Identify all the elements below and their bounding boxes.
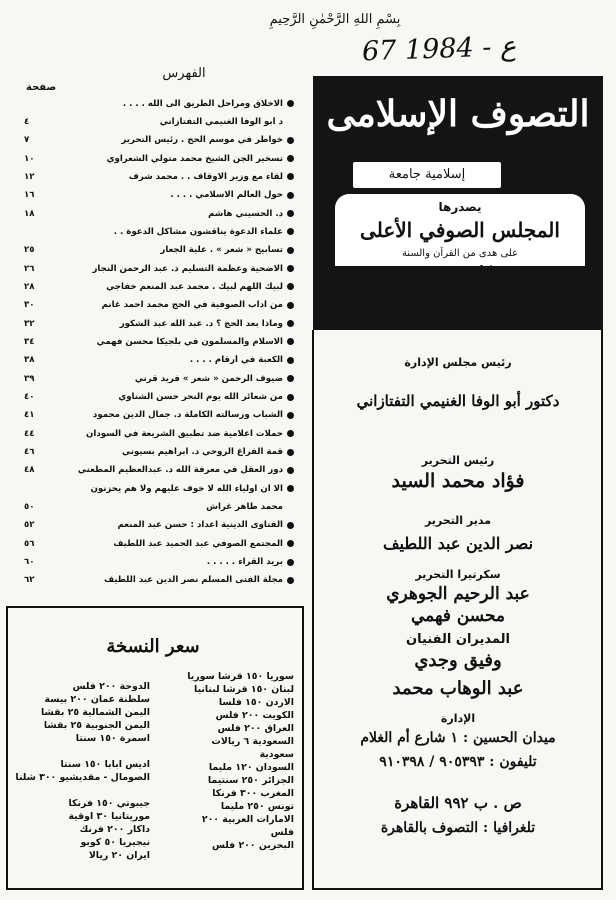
toc-entry-page: ٦٠ xyxy=(24,557,35,568)
price-box xyxy=(6,606,304,890)
toc-entry-page: ٥٠ xyxy=(24,502,35,513)
bullet-icon xyxy=(287,540,294,547)
toc-entry xyxy=(24,133,294,148)
art-director-2-name: عبد الوهاب محمد xyxy=(392,678,524,699)
toc-entry xyxy=(24,261,294,276)
bullet-icon xyxy=(287,430,294,437)
bullet-icon xyxy=(287,155,294,162)
editor-in-chief-name: فؤاد محمد السيد xyxy=(391,470,525,492)
staff-credits xyxy=(316,352,600,722)
toc-entry xyxy=(24,206,294,221)
toc-entry xyxy=(24,536,294,551)
toc-entry-page: ١٠ xyxy=(24,153,35,164)
toc-entry-page: ٣٨ xyxy=(24,355,35,366)
price-entry: تونس ٢٥٠ مليما xyxy=(220,801,294,812)
toc-entry xyxy=(24,573,294,588)
toc-entry-page: ٣٩ xyxy=(24,373,35,384)
toc-entry-title: لبيك اللهم لبيك . محمد عبد المنعم خفاجي xyxy=(106,281,283,292)
toc-entry-title: ضيوف الرحمن « شعر » فريد قرني xyxy=(134,373,283,384)
secretaries-label: سكرتيرا التحرير xyxy=(415,568,501,581)
toc-entry-title: الاخلاق ومراحل الطريق الى الله . . . . xyxy=(122,98,283,109)
price-column-left xyxy=(15,680,150,862)
price-entry: نيجيريا ٥٠ كوبو xyxy=(80,837,150,848)
bullet-icon xyxy=(287,210,294,217)
administration-block xyxy=(316,708,600,878)
price-entry: الدوحة ٢٠٠ فلس xyxy=(72,681,150,692)
toc-entry-page: ٤ xyxy=(24,116,30,127)
handwritten-note: 67 ع - 1984 xyxy=(361,30,517,68)
toc-entry-title: د أبو الوفا الغنيمي التفتازاني xyxy=(159,116,283,127)
bullet-icon xyxy=(287,228,294,235)
bullet-icon xyxy=(287,357,294,364)
toc-entry xyxy=(24,298,294,313)
toc-entry-title: الشباب ورسالته الكاملة د. جمال الدين محمود xyxy=(92,410,283,421)
toc-entry-title: المجتمع الصوفي عبد الحميد عبد اللطيف xyxy=(113,538,283,549)
bullet-icon xyxy=(287,247,294,254)
toc-entry xyxy=(24,224,294,239)
right-column-border-bottom xyxy=(312,888,603,890)
bullet-icon xyxy=(287,118,294,125)
price-entry: السعودية ٦ ريالات xyxy=(211,736,294,747)
bullet-icon xyxy=(287,338,294,345)
price-box-title: سعر النسخة xyxy=(106,636,200,657)
price-entry: البحرين ٢٠٠ فلس xyxy=(211,840,294,851)
right-column-border-left xyxy=(312,330,314,890)
toc-entry-title: الاضحية وعظمة التسليم د. عبد الرحمن النجار xyxy=(92,263,283,274)
toc-entry-page: ٤٨ xyxy=(24,465,35,476)
toc-entry-page: ٥٦ xyxy=(24,538,35,549)
managing-editor-name: نصر الدين عبد اللطيف xyxy=(382,534,534,553)
price-entry: سلطنة عمان ٢٠٠ بيسة xyxy=(44,694,150,705)
secretary-1-name: عبد الرحيم الجوهري xyxy=(386,584,530,604)
admin-telegraph: تلغرافيا : التصوف بالقاهرة xyxy=(380,820,536,836)
toc-entry-page: ٤١ xyxy=(24,410,35,421)
bullet-icon xyxy=(287,137,294,144)
price-entry: الجزائر ٢٥٠ سنتيما xyxy=(207,775,294,786)
toc-entry xyxy=(24,353,294,368)
masthead-lower-band xyxy=(313,266,603,330)
toc-entry-page: ٣٤ xyxy=(24,336,35,347)
toc-entry xyxy=(24,96,294,111)
bullet-icon xyxy=(287,394,294,401)
bullet-icon xyxy=(287,375,294,382)
toc-entry xyxy=(24,316,294,331)
toc-entry xyxy=(24,500,294,515)
bullet-icon xyxy=(287,173,294,180)
price-entry: اسمرة ١٥٠ سنتا xyxy=(75,733,150,744)
toc-entry xyxy=(24,188,294,203)
bullet-icon xyxy=(287,320,294,327)
price-entry: الصومال - مقديشيو ٣٠٠ شلنا xyxy=(15,772,150,783)
price-entry: موريتانيا ٣٠ اوقية xyxy=(68,811,150,822)
toc-entry xyxy=(24,408,294,423)
price-column-right xyxy=(158,670,294,852)
bullet-icon xyxy=(287,100,294,107)
toc-entry xyxy=(24,426,294,441)
price-entry: العراق ٢٠٠ فلس xyxy=(217,723,294,734)
bullet-icon xyxy=(287,467,294,474)
toc-entry-title: حول العالم الاسلامي . . . . xyxy=(170,190,283,201)
admin-po-box: ص . ب ٩٩٢ القاهرة xyxy=(394,794,522,812)
masthead xyxy=(313,76,603,266)
toc-entry-page: ٤٠ xyxy=(24,392,35,402)
toc-entry xyxy=(24,334,294,349)
bullet-icon xyxy=(287,412,294,419)
toc-entry xyxy=(24,463,294,478)
toc-entry-title: من آداب الصوفية في الحج محمد احمد غانم xyxy=(101,300,283,311)
bullet-icon xyxy=(287,485,294,492)
toc-page-label: صفحة xyxy=(26,82,57,93)
toc-entry-page: ٤٦ xyxy=(24,447,35,458)
bullet-icon xyxy=(287,504,294,511)
price-entry: اليمن الشمالية ٢٥ بقشا xyxy=(41,707,150,718)
toc-entry-title: الا ان اولياء الله لا خوف عليهم ولا هم يحزنون xyxy=(90,483,283,494)
toc-entry-title: محمد طاهر غراش xyxy=(206,502,283,513)
editor-in-chief-label: رئيس التحرير xyxy=(421,454,495,467)
administration-label: الإدارة xyxy=(440,712,476,725)
price-entry: اليمن الجنوبية ٢٥ بقشا xyxy=(43,720,150,731)
bullet-icon xyxy=(287,283,294,290)
bullet-icon xyxy=(287,449,294,456)
toc-title: الفهرس xyxy=(162,66,206,81)
toc-entry xyxy=(24,390,294,405)
toc-entry-title: تسخير الجن الشيخ محمد متولي الشعراوي xyxy=(106,153,283,164)
publisher-name: المجلس الصوفي الأعلى xyxy=(360,218,560,242)
price-entry: سعودية xyxy=(259,749,294,760)
toc-entry-title: من شعائر الله يوم النحر حسن الشناوي xyxy=(118,392,283,402)
price-entry: ايران ٢٠ ريالا xyxy=(88,850,150,861)
toc-entry xyxy=(24,555,294,570)
toc-entry xyxy=(24,371,294,386)
price-entry: لبنان ١٥٠ قرشا لبنانيا xyxy=(194,684,294,695)
right-column-border-right xyxy=(601,330,603,890)
price-entry: السودان ١٢٠ مليما xyxy=(208,762,294,773)
managing-editor-label: مدير التحرير xyxy=(424,514,492,527)
price-entry: الكويت ٢٠٠ فلس xyxy=(215,710,294,721)
publisher-intro: يصدرها xyxy=(438,200,482,214)
magazine-title: التصوف الإسلامى xyxy=(326,93,590,135)
toc-entry-title: خواطر في موسم الحج . رئيس التحرير xyxy=(121,135,283,146)
toc-entry-title: الاسلام والمسلمون في بلجيكا محسن فهمي xyxy=(96,336,283,347)
toc-entry xyxy=(24,243,294,258)
art-directors-label: المديران الفنيان xyxy=(406,632,510,647)
price-entry: الاردن ١٥٠ فلسا xyxy=(218,697,294,708)
magazine-subtitle: إسلامية جامعة xyxy=(353,162,501,188)
toc-entry-title: علماء الدعوة يناقشون مشاكل الدعوة . . xyxy=(113,226,283,237)
toc-entry xyxy=(24,445,294,460)
toc-entry-title: الفتاوى الدينية اعداد : حسن عبد المنعم xyxy=(117,520,283,531)
bullet-icon xyxy=(287,302,294,309)
price-entry: الامارات العربية ٢٠٠ xyxy=(201,814,294,825)
toc-entry-title: دور العقل في معرفة الله د. عبدالعظيم المطعني xyxy=(77,465,283,476)
toc-entry-page: ٢٦ xyxy=(24,263,35,274)
admin-phones: تليفون : ٩٠٥٣٩٣ / ٩١٠٣٩٨ xyxy=(379,754,537,770)
price-entry: اديس ابابا ١٥٠ سنتا xyxy=(60,759,150,770)
toc-entry-page: ٢٥ xyxy=(24,245,35,256)
toc-entry-title: تسابيح « شعر » . علية الجعار xyxy=(160,245,283,256)
toc-entry-title: د. الحسيني هاشم xyxy=(208,208,283,219)
table-of-contents xyxy=(24,62,294,590)
basmala-header: بِسْمِ اللهِ الرَّحْمٰنِ الرَّحِيمِ xyxy=(269,12,401,27)
toc-entry-title: لقاء مع وزير الاوقاف . . محمد شرف xyxy=(128,171,283,182)
toc-entry xyxy=(24,481,294,496)
toc-entry-page: ٣٠ xyxy=(24,300,35,311)
toc-entry-title: حملات اعلامية ضد تطبيق الشريعة في السودان xyxy=(86,428,283,439)
price-entry: فلس xyxy=(270,827,294,838)
toc-entry-page: ٣٢ xyxy=(24,318,35,329)
price-entry: داكار ٢٠٠ فرنك xyxy=(79,824,150,835)
toc-entry xyxy=(24,279,294,294)
toc-entry-page: ١٨ xyxy=(24,208,35,219)
price-entry: جيبوتي ١٥٠ فرنكا xyxy=(68,798,150,809)
price-entry xyxy=(18,745,150,758)
board-chair-name: دكتور أبو الوفا الغنيمي التفتازاني xyxy=(356,392,560,410)
bullet-icon xyxy=(287,577,294,584)
admin-address: ميدان الحسين : ١ شارع أم الغلام xyxy=(360,730,556,746)
toc-entry-page: ٤٤ xyxy=(24,428,35,439)
guidance-line: على هدى من القرآن والسنة xyxy=(401,248,519,259)
toc-entry-page: ١٦ xyxy=(24,190,35,201)
toc-entry-title: وماذا بعد الحج ؟ د. عبد الله عبد الشكور xyxy=(119,318,283,329)
secretary-2-name: محسن فهمي xyxy=(410,606,506,626)
toc-entry-page: ٦٢ xyxy=(24,575,35,586)
price-entry xyxy=(18,784,150,797)
toc-entry-title: الكعبة في أرقام . . . . xyxy=(189,355,283,366)
bullet-icon xyxy=(287,522,294,529)
bullet-icon xyxy=(287,559,294,566)
toc-entry-title: قمة الفراغ الروحي د. ابراهيم بسيوني xyxy=(122,447,283,458)
toc-entry xyxy=(24,518,294,533)
toc-entry-page: ٥٢ xyxy=(24,520,35,531)
toc-entry xyxy=(24,169,294,184)
price-entry: سوريا ١٥٠ قرشا سوريا xyxy=(187,671,294,682)
toc-entry-title: مجلة الفتى المسلم نصر الدين عبد اللطيف xyxy=(104,575,283,586)
toc-entry-page: ١٢ xyxy=(24,171,35,182)
toc-entry-page: ٢٨ xyxy=(24,281,35,292)
toc-list xyxy=(24,96,294,588)
toc-entry xyxy=(24,151,294,166)
toc-entry-page: ٧ xyxy=(24,135,30,146)
bullet-icon xyxy=(287,265,294,272)
art-director-1-name: وفيق وجدي xyxy=(414,650,502,671)
price-entry: المغرب ٣٠٠ فرنكا xyxy=(212,788,294,799)
bullet-icon xyxy=(287,192,294,199)
board-chair-label: رئيس مجلس الإدارة xyxy=(404,356,512,369)
toc-entry-title: بريد القراء . . . . . xyxy=(206,557,283,568)
toc-entry xyxy=(24,114,294,129)
